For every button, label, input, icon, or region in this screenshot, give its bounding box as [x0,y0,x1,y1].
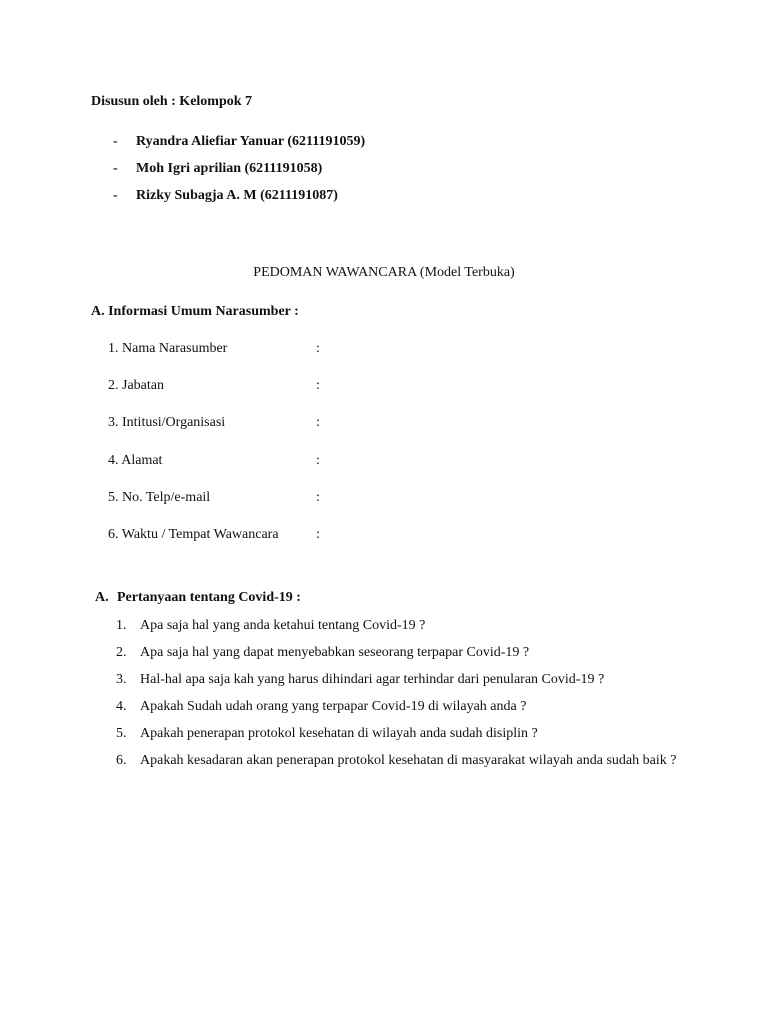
info-colon: : [316,341,320,356]
question-number: 4. [116,699,127,714]
info-label: 5. No. Telp/e-mail [108,490,211,505]
info-colon: : [316,378,320,393]
info-colon: : [316,490,320,505]
list-dash: - [113,134,118,149]
info-colon: : [316,527,320,542]
author-name: Moh Igri aprilian (6211191058) [136,161,323,176]
authors-heading: Disusun oleh : Kelompok 7 [91,94,253,109]
author-item [113,161,322,177]
question-item [116,639,686,666]
section-b-title: Pertanyaan tentang Covid-19 : [117,590,301,605]
author-name: Rizky Subagja A. M (6211191087) [136,188,338,203]
author-item [113,188,338,204]
info-label: 4. Alamat [108,453,163,468]
info-label: 3. Intitusi/Organisasi [108,415,226,430]
info-label: 6. Waktu / Tempat Wawancara [108,527,279,542]
author-name: Ryandra Aliefiar Yanuar (6211191059) [136,134,366,149]
question-number: 3. [116,672,127,687]
question-text: Apakah kesadaran akan penerapan protokol kesehatan di masyarakat wilayah anda sudah baik ? [140,753,677,768]
document-title: PEDOMAN WAWANCARA (Model Terbuka) [253,265,515,280]
question-text: Hal-hal apa saja kah yang harus dihindari agar terhindar dari penularan Covid-19 ? [140,672,605,687]
question-number: 2. [116,645,127,660]
question-text: Apa saja hal yang anda ketahui tentang Covid-19 ? [140,618,426,633]
list-dash: - [113,188,118,203]
section-letter: A. [95,590,109,605]
question-number: 5. [116,726,127,741]
info-label: 2. Jabatan [108,378,164,393]
question-number: 1. [116,618,127,633]
question-item [116,666,686,693]
question-item [116,720,686,747]
question-item [116,693,686,720]
question-text: Apakah Sudah udah orang yang terpapar Covid-19 di wilayah anda ? [140,699,527,714]
info-colon: : [316,453,320,468]
question-item [116,747,686,774]
list-dash: - [113,161,118,176]
info-colon: : [316,415,320,430]
info-item [108,527,320,543]
info-item [108,378,320,394]
author-item [113,134,365,150]
info-item [108,341,320,357]
info-item [108,490,320,506]
question-item [116,612,686,639]
question-number: 6. [116,753,127,768]
question-text: Apakah penerapan protokol kesehatan di wilayah anda sudah disiplin ? [140,726,538,741]
info-item [108,453,320,469]
section-a-heading: A. Informasi Umum Narasumber : [91,304,299,319]
info-item [108,415,320,431]
question-text: Apa saja hal yang dapat menyebabkan seseorang terpapar Covid-19 ? [140,645,530,660]
section-b-heading [95,590,301,606]
info-label: 1. Nama Narasumber [108,341,228,356]
